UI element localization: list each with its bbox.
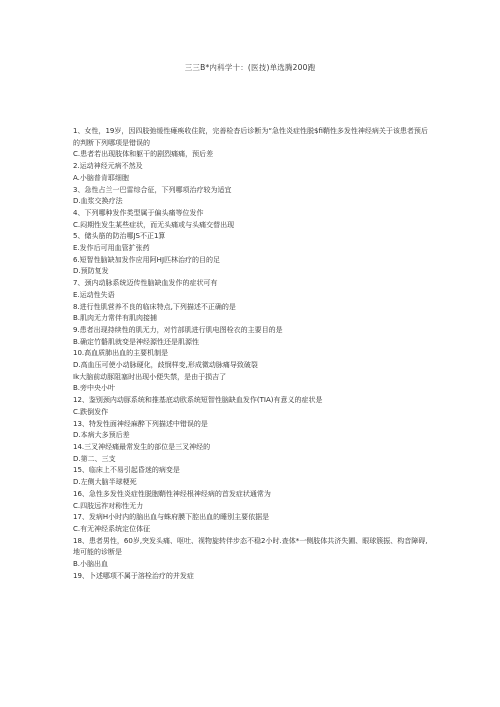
text-line: 17、发病H小时内的脑出血与蛛府膜下腔出血的睡别主要依据是 [73, 513, 270, 522]
question-list [73, 126, 433, 582]
text-line: D.第二、三支 [73, 454, 116, 463]
text-line: E.发作后可用血管扩张药 [73, 244, 150, 253]
text-line: 19、卜述哪项不属于溶栓治疗的并发症 [73, 571, 194, 580]
text-line: D.预防复发 [73, 267, 109, 276]
text-line: 8.进行性肌营养不良的临床特点,下列描述不正确的是 [73, 302, 236, 311]
text-line: C.四肢远祚对称性无力 [73, 501, 144, 510]
text-line: 1、女性，19岁，因四肢弛缓性瘫痪收住院，完善检杳后诊断为“急性炎症性脱$fi鞘性多发性神经病关于该患者预后的判断下列哪项是错误的 [73, 127, 428, 147]
text-line: 12、鉴别颈内动豚系统和推基底动欧系统短智性脑缺血发作(TIA)有意义的症状是 [73, 396, 323, 405]
text-line: 15、临床上不易引起昏迷的病变是 [73, 466, 180, 475]
text-line: C.闷期性发生某些症状，而无头痛或与头痛交替出现 [73, 220, 235, 229]
text-line: 10.高血质肺出血的主要机制是 [73, 349, 169, 358]
text-line: B.小脑出血 [73, 560, 109, 569]
text-line: 3、急性占兰一巴雷综合征，下列哪项治疗较为适宜 [73, 185, 232, 194]
text-line: E.运动性失语 [73, 290, 115, 299]
text-line: 2.运动神经元病不然及 [73, 162, 143, 171]
text-line: 4、下列哪种发作类型属于偏头痛等位发作 [73, 208, 204, 217]
text-line: D.左侧大脑半球梗死 [73, 478, 137, 487]
text-line: 16、急性多发性炎症性脱胞鞘性神经根神经病的首发症状通常为 [73, 489, 271, 498]
text-line: D.高血压可使小动脉硬化，歧悯样变,形成微动脉痛导致破裂 [73, 361, 258, 370]
document-title: 三三B*内科学十：(医技)单选腾200跑 [184, 63, 316, 72]
text-line: 6.短智性脑缺加发作应用阿HJ匹林治疗的目的足 [73, 255, 221, 264]
text-line: B.确定竹骼肌就变是神经源性还是肌源性 [73, 337, 200, 346]
text-line: C.患者若出现肢体和躯干的剧烈痛痛，预后差 [73, 150, 214, 159]
text-line: 5、储头筋的防治哪JS不正1算 [73, 232, 166, 241]
text-line: 18、患者男性，60岁,突发头痛、呕吐、视物旋转伴步态不稳2小时.查体*一侧肢体共济失圃、眼球簇振、构音障碍,地可能的诊断是 [73, 536, 428, 557]
text-line: Ik大脑前动豚阻塞时出现小便失禁，是由于损吉了 [73, 372, 227, 381]
text-line: A.小脑普肯耶细胞 [73, 173, 129, 182]
text-line: B.旁中央小叶 [73, 384, 116, 393]
text-line: B.肌肉无力常伴有肌肉接捕 [73, 314, 158, 323]
text-line: C.跌倒发作 [73, 407, 109, 416]
text-line: D.本病大多预后差 [73, 431, 130, 440]
text-line: C.有无神经系统定位体征 [73, 524, 151, 533]
text-line: D.血浆交换疗法 [73, 197, 123, 206]
text-line: 9.患者出现持续性的肌无力，对竹部肌进行肌电图栓衣的主要目的是 [73, 325, 283, 334]
text-line: 13、特发性面神经麻醉下列描述中错误的是 [73, 419, 208, 428]
text-line: 14.三叉神经痛最常发生的部位是三叉神经的 [73, 442, 211, 451]
text-line: 7、颈内动脉系统迈传性脑缺血发作的症状可有 [73, 279, 218, 288]
